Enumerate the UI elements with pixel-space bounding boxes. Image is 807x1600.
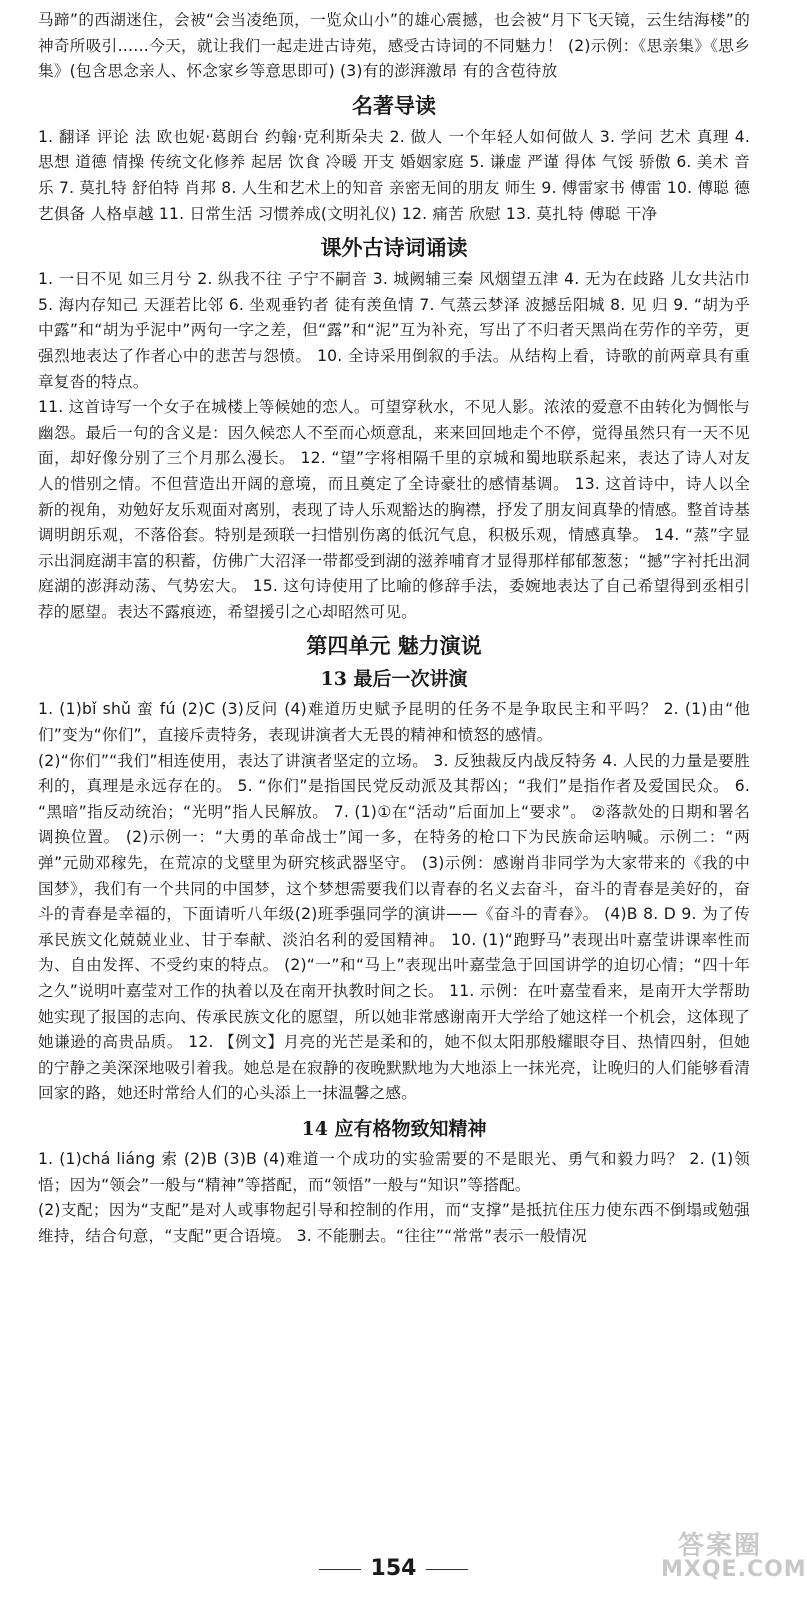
lesson14-answers-2: (2)支配；因为“支配”是对人或事物起引导和控制的作用，而“支撑”是抵抗住压力使东西不倒塌或勉强维持，结合句意，“支配”更合语境。 3. 不能删去。“往往”“常常”表示一般情况 [38,1201,750,1245]
gushici-answers-1: 1. 一日不见 如三月兮 2. 纵我不往 子宁不嗣音 3. 城阙辅三秦 风烟望五津 4. 无为在歧路 儿女共沾巾 5. 海内存知己 天涯若比邻 6. 坐观垂钓者 徒有羡鱼情 7. 气蒸云梦泽 波撼岳阳城 8. 见 归 9. “胡为乎中露”和“胡为乎泥中”两句一字之差，但“露”和“泥”互为补充，写出了不归者天黑尚在劳作的辛劳，更强烈地表达了作者心中的悲苦与怨愤。 10. 全诗采用倒叙的手法。从结构上看，诗歌的前两章具有重章复沓的特点。 [38,270,750,391]
lesson-title-13: 13 最后一次讲演 [320,668,468,691]
section-title-mingzhu: 名著导读 [352,92,436,118]
mingzhu-answers: 1. 翻译 评论 法 欧也妮·葛朗台 约翰·克利斯朵夫 2. 做人 一个年轻人如何做人 3. 学问 艺术 真理 4. 思想 道德 情操 传统文化修养 起居 饮食 冷暖 开支 婚姻家庭 5. 谦虚 严谨 得体 气馁 骄傲 6. 美术 音乐 7. 莫扎特 舒伯特 肖邦 8. 人生和艺术上的知音 亲密无间的朋友 师生 9. 傅雷家书 傅雷 10. 傅聪 德艺俱备 人格卓越 11. 日常生活 习惯养成(文明礼仪) 12. 痛苦 欣慰 13. 莫扎特 傅聪 干净 [38,127,751,223]
lesson-title-14: 14 应有格物致知精神 [301,1117,487,1140]
lesson14-answers-1: 1. (1)chá liáng 索 (2)B (3)B (4)难道一个成功的实验需要的不是眼光、勇气和毅力吗？ 2. (1)领悟；因为“领会”一般与“精神”等搭配，而“领悟”一般与“知识”等搭配。 [38,1149,750,1194]
watermark-domain: MXQE.COM [661,1557,807,1582]
intro-paragraph: 马蹄”的西湖迷住，会被“会当凌绝顶，一览众山小”的雄心震撼，也会被“月下飞天镜，云生结海楼”的神奇所吸引……今天，就让我们一起走进古诗苑，感受古诗词的不同魅力！ (2)示例：《思亲集》《思乡集》(包含思念亲人、怀念家乡等意思即可) (3)有的澎湃激昂 有的含苞待放 [38,11,750,81]
lesson13-answers-1: 1. (1)bǐ shǔ 蛮 fú (2)C (3)反问 (4)难道历史赋予昆明的任务不是争取民主和平吗？ 2. (1)由“他们”变为“你们”，直接斥责特务，表现讲演者大无畏的精神和愤怒的感情。 [38,700,750,745]
page-number-dash-left [319,1569,361,1570]
watermark-logo-text: 答案圈 [677,1531,762,1561]
section-title-gushici: 课外古诗词诵读 [320,235,468,261]
unit-title: 第四单元 魅力演说 [306,633,482,659]
lesson13-answers-2: (2)“你们”“我们”相连使用，表达了讲演者坚定的立场。 3. 反独裁反内战反特务 4. 人民的力量是要胜利的，真理是永远存在的。 5. “你们”是指国民党反动派及其帮凶；“我们”是指作者及爱国民众。 6. “黑暗”指反动统治；“光明”指人民解放。 7. (1)①在“活动”后面加上“要求”。 ②落款处的日期和署名调换位置。 (2)示例一：“大勇的革命战士”闻一多，在特务的枪口下为民族命运呐喊。示例二：“两弹”元勋邓稼先，在荒凉的戈壁里为研究核武器坚守。 (3)示例：感谢肖非同学为大家带来的《我的中国梦》，我们有一个共同的中国梦，这个梦想需要我们以青春的名义去奋斗，奋斗的青春是美好的，奋斗的青春是幸福的，下面请听八年级(2)班季强同学的演讲——《奋斗的青春》。 (4)B 8. D 9. 为了传承民族文化兢兢业业、甘于奉献、淡泊名利的爱国精神。 10. (1)“跑野马”表现出叶嘉莹讲课率性而为、自由发挥、不受约束的特点。 (2)“一”和“马上”表现出叶嘉莹急于回国讲学的迫切心情；“四十年之久”说明叶嘉莹对工作的执着以及在南开执教时间之长。 11. 示例：在叶嘉莹看来，是南开大学帮助她实现了报国的志向、传承民族文化的愿望，所以她非常感谢南开大学给了她这样一个机会，这体现了她谦逊的高贵品质。 12. 【例文】月亮的光芒是柔和的，她不似太阳那般耀眼夺目、热情四射，但她的宁静之美深深地吸引着我。她总是在寂静的夜晚默默地为大地添上一抹光亮，让晚归的人们能够看清回家的路，她还时常给人们的心头添上一抹温馨之感。 [38,751,750,1103]
page-number-value: 154 [370,1556,417,1581]
page-number-dash-right [426,1569,468,1570]
site-watermark [661,1531,807,1592]
answer-page [38,8,750,1249]
gushici-answers-2: 11. 这首诗写一个女子在城楼上等候她的恋人。可望穿秋水，不见人影。浓浓的爱意不由转化为惆怅与幽怨。最后一句的含义是：因久候恋人不至而心烦意乱，来来回回地走个不停，觉得虽然只有一天不见面，却好像分别了三个月那么漫长。 12. “望”字将相隔千里的京城和蜀地联系起来，表达了诗人对友人的惜别之情。不但营造出开阔的意境，而且奠定了全诗豪壮的感情基调。 13. 这首诗中，诗人以全新的视角，劝勉好友乐观面对离别，表现了诗人乐观豁达的胸襟，抒发了朋友间真挚的情感。整首诗基调明朗乐观，不落俗套。特别是颈联一扫惜别伤离的低沉气息，积极乐观，情感真挚。 14. “蒸”字显示出洞庭湖丰富的积蓄，仿佛广大沼泽一带都受到湖的滋养哺育才显得那样郁郁葱葱；“撼”字衬托出洞庭湖的澎湃动荡、气势宏大。 15. 这句诗使用了比喻的修辞手法，委婉地表达了自己希望得到丞相引荐的愿望。表达不露痕迹，希望援引之心却昭然可见。 [38,398,750,621]
